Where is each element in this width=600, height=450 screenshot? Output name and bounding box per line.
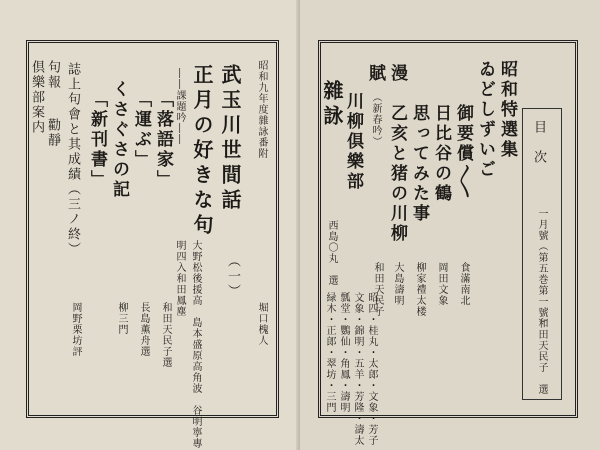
rakugo-subnames: 大野松後援高 島本盛原高角波 谷明寧專 bbox=[190, 240, 201, 449]
item-author-3: 岡田文象 bbox=[436, 262, 447, 306]
zatsuei-title: 雜詠 bbox=[320, 80, 344, 130]
members-col-4: 緑木・正郎・翠坊・三門 bbox=[324, 292, 335, 413]
prize-author: 岡野栗坊評 bbox=[70, 302, 81, 357]
serial-title: 武玉川世間話 bbox=[218, 64, 242, 214]
issue-number: 一月號（第五巻第一號） bbox=[536, 208, 547, 329]
item-title-5: 乙亥と猪の川柳 bbox=[387, 104, 407, 244]
kadai-title-3: くさぐさの記 bbox=[109, 80, 129, 200]
zatsuei-selector: 西島〇丸 選 bbox=[326, 220, 337, 286]
section-rou: 漫 bbox=[387, 64, 407, 84]
members-col-3: 瓢堂・鸚仙・角鳳・濤明 bbox=[338, 292, 349, 413]
item-title-4: 思ってみた事 bbox=[409, 104, 429, 224]
feature-title: 正月の好きな句 bbox=[190, 64, 214, 239]
item-title-2: 御要償〳〵 bbox=[453, 104, 473, 201]
kadai-title-2: 「運ぶ」 bbox=[131, 90, 151, 170]
editor-credit: 和田天民子 選 bbox=[536, 318, 547, 395]
item-title-3: 日比谷の鶴 bbox=[431, 104, 451, 204]
fu-author: 和田天民子 bbox=[372, 262, 383, 317]
right-page bbox=[300, 0, 600, 450]
members-col-1: 昭四・桂丸・太郎・文象・芳子 bbox=[366, 292, 377, 446]
serial-author: 堀口槐人 bbox=[256, 302, 267, 346]
notice-2: 勸靜 bbox=[45, 118, 60, 148]
kadai-author-1: 和田天民子選 bbox=[160, 302, 171, 368]
section-fu: 賦 bbox=[365, 64, 385, 84]
serial-number: （一） bbox=[225, 254, 240, 299]
haku-subnames: 明四入和田鳳塵 bbox=[174, 240, 185, 317]
fu-note: （新春吟） bbox=[370, 92, 381, 147]
kadai-title-4: 「新刊書」 bbox=[87, 90, 107, 190]
toc-label: 目 次 bbox=[531, 120, 546, 165]
kadai-label: ――課題吟―― bbox=[174, 68, 185, 145]
kadai-author-3: 柳三門 bbox=[116, 302, 127, 335]
prize-results: 誌上句會と其成績（三ノ終） bbox=[65, 62, 80, 257]
members-col-2: 文象・錦明・五羊・芳隆・濤太 bbox=[352, 292, 363, 446]
kadai-author-2: 長島薫舟選 bbox=[138, 302, 149, 357]
club-info: 倶樂部案内 bbox=[29, 60, 44, 135]
club-title: 川柳倶樂部 bbox=[343, 92, 363, 192]
item-title-1: ゐどしずいご bbox=[475, 60, 495, 180]
kadai-title-1: 「落語家」 bbox=[153, 90, 173, 190]
item-author-2: 食滿南北 bbox=[458, 262, 469, 306]
notice-1: 句報 bbox=[45, 60, 60, 90]
item-author-4: 柳家禮太楼 bbox=[414, 262, 425, 317]
rankings-header: 昭和九年度雜詠番附 bbox=[256, 60, 267, 159]
item-author-5: 大島濤明 bbox=[392, 262, 403, 306]
special-section: 昭和特選集 bbox=[497, 60, 517, 160]
